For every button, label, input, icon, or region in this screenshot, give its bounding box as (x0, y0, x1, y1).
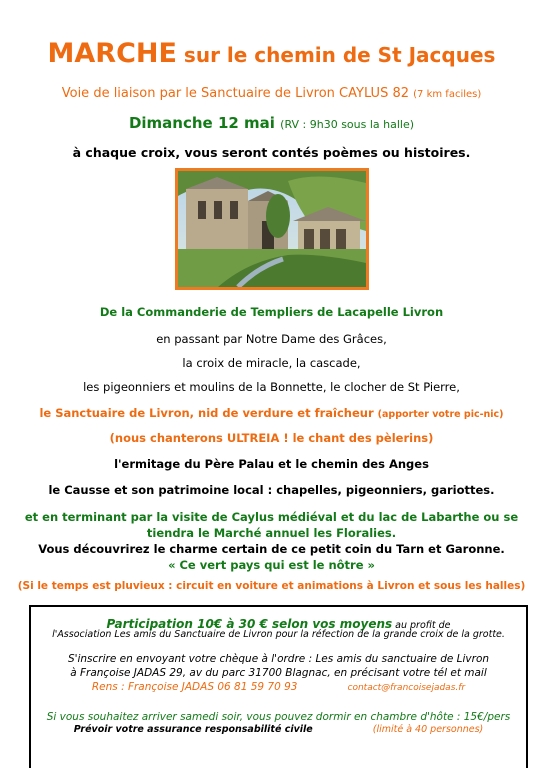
sanctuary-photo-illustration (178, 171, 366, 287)
samedi-line: Si vous souhaitez arriver samedi soir, vous pouvez dormir en chambre d'hôte : 15€/pers (46, 711, 511, 723)
info-box (29, 605, 528, 768)
rendezvous: (RV : 9h30 sous la halle) (280, 118, 415, 131)
caylus-line: et en terminant par la visite de Caylus médiéval et du lac de Labarthe ou se (24, 510, 519, 524)
sanctuary-photo (175, 168, 369, 290)
subtitle-small: (7 km faciles) (413, 89, 482, 100)
decouvrirez-line: Vous découvrirez le charme certain de ce petit coin du Tarn et Garonne. (38, 542, 505, 556)
contact-email: contact@francoisejadas.fr (347, 683, 466, 693)
sanctuaire-main: le Sanctuaire de Livron, nid de verdure et fraîcheur (39, 406, 374, 420)
limite-text: (limité à 40 personnes) (372, 724, 484, 735)
participation-text: Participation 10€ à 30 € selon vos moyens (106, 617, 393, 631)
pluvieux-line: (Si le temps est pluvieux : circuit en voiture et animations à Livron et sous les halles) (17, 580, 526, 592)
ultreia-line: (nous chanterons ULTREIA ! le chant des pèlerins) (109, 431, 434, 445)
ermitage-line: l'ermitage du Père Palau et le chemin des Anges (114, 457, 429, 471)
rens-line (31, 681, 526, 693)
event-date: Dimanche 12 mai (128, 114, 275, 132)
page-title (0, 38, 543, 69)
croix-miracle-line: la croix de miracle, la cascade, (182, 356, 361, 370)
inscrire-line-1: S'inscrire en envoyant votre chèque à l'ordre : Les amis du sanctuaire de Livron (67, 653, 490, 665)
sanctuaire-small: (apporter votre pic-nic) (377, 409, 504, 420)
association-line: l'Association Les amis du Sanctuaire de Livron pour la réfection de la grande croix de la grotte. (52, 629, 505, 640)
title-marche: MARCHE (47, 38, 177, 69)
commanderie-line: De la Commanderie de Templiers de Lacapelle Livron (99, 305, 444, 319)
profit-text: au profit de (392, 620, 451, 631)
assurance-text: Prévoir votre assurance responsabilité civile (73, 724, 313, 735)
croix-line: à chaque croix, vous seront contés poèmes ou histoires. (72, 145, 471, 160)
date-line (0, 114, 543, 132)
sanctuaire-line (0, 406, 543, 420)
pigeonniers-line: les pigeonniers et moulins de la Bonnette, le clocher de St Pierre, (83, 380, 460, 394)
title-rest: sur le chemin de St Jacques (176, 43, 496, 67)
subtitle-line (0, 86, 543, 101)
rens-text: Rens : Françoise JADAS 06 81 59 70 93 (91, 681, 298, 693)
vert-pays-line: « Ce vert pays qui est le nôtre » (168, 558, 375, 572)
floralies-line: tiendra le Marché annuel les Floralies. (146, 526, 397, 540)
assurance-line (31, 724, 526, 735)
causse-line: le Causse et son patrimoine local : chapelles, pigeonniers, gariottes. (48, 483, 495, 497)
subtitle-main: Voie de liaison par le Sanctuaire de Livron CAYLUS 82 (61, 86, 409, 101)
notre-dame-line: en passant par Notre Dame des Grâces, (156, 332, 387, 346)
inscrire-line-2: à Françoise JADAS 29, av du parc 31700 Blagnac, en précisant votre tél et mail (70, 667, 487, 679)
